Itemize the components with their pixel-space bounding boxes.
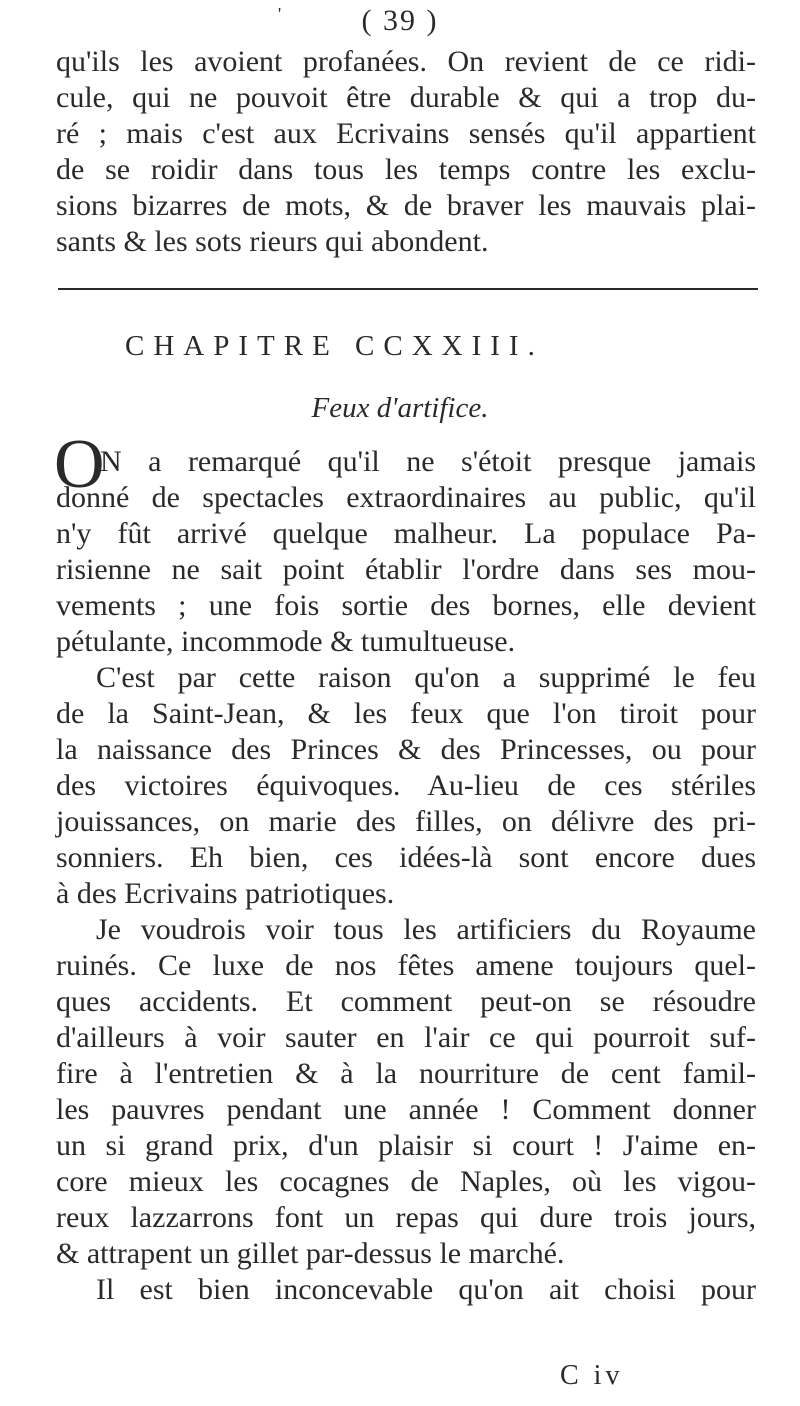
intro-line: qu'ils les avoient profanées. On revient de ce ridi- — [56, 45, 756, 78]
chapter-title: CHAPITRE CCXXIII. — [125, 330, 544, 362]
paragraph-line: Je voudrois voir tous les artificiers du Royaume — [96, 913, 756, 946]
intro-line: ré ; mais c'est aux Ecrivains sensés qu'il appartient — [56, 117, 756, 150]
paragraph-line: reux lazzarrons font un repas qui dure trois jours, — [56, 1201, 756, 1234]
header-mark: ' — [278, 4, 284, 24]
paragraph-line: à des Ecrivains patriotiques. — [56, 877, 395, 910]
paragraph-line: les pauvres pendant une année ! Comment donner — [56, 1093, 756, 1126]
paragraph-line: sonniers. Eh bien, ces idées-là sont encore dues — [56, 841, 756, 874]
paragraph-line: C'est par cette raison qu'on a supprimé le feu — [96, 661, 756, 694]
paragraph-line: N a remarqué qu'il ne s'étoit presque jamais — [100, 445, 756, 478]
section-divider — [58, 288, 758, 290]
paragraph-line: d'ailleurs à voir sauter en l'air ce qui pourroit suf- — [56, 1021, 756, 1054]
paragraph-line: core mieux les cocagnes de Naples, où les vigou- — [56, 1165, 756, 1198]
paragraph-line: risienne ne sait point établir l'ordre dans ses mou- — [56, 553, 756, 586]
paragraph-line: fire à l'entretien & à la nourriture de cent famil- — [56, 1057, 756, 1090]
paragraph-line: n'y fût arrivé quelque malheur. La populace Pa- — [56, 517, 756, 550]
drop-cap: O — [54, 426, 105, 503]
paragraph-line: de la Saint-Jean, & les feux que l'on tiroit pour — [56, 697, 756, 730]
paragraph-line: jouissances, on marie des filles, on délivre des pri- — [56, 805, 756, 838]
intro-line: sants & les sots rieurs qui abondent. — [56, 225, 489, 258]
signature-mark: C iv — [560, 1360, 624, 1391]
intro-line: sions bizarres de mots, & de braver les mauvais plai- — [56, 189, 756, 222]
paragraph-line: vements ; une fois sortie des bornes, elle devient — [56, 589, 756, 622]
paragraph-line: ruinés. Ce luxe de nos fêtes amene toujours quel- — [56, 949, 756, 982]
chapter-subtitle: Feux d'artifice. — [311, 392, 489, 424]
page-header — [0, 4, 800, 38]
paragraph-line: & attrapent un gillet par-dessus le marché. — [56, 1237, 565, 1270]
paragraph-line: pétulante, incommode & tumultueuse. — [56, 625, 516, 658]
paragraph-line: ques accidents. Et comment peut-on se résoudre — [56, 985, 756, 1018]
paragraph-line: donné de spectacles extraordinaires au public, qu'il — [56, 481, 756, 514]
paragraph-line: la naissance des Princes & des Princesses, ou pour — [56, 733, 756, 766]
paragraph-line: des victoires équivoques. Au-lieu de ces stériles — [56, 769, 756, 802]
intro-line: de se roidir dans tous les temps contre les exclu- — [56, 153, 756, 186]
page-number: ( 39 ) — [361, 4, 439, 37]
paragraph-line: Il est bien inconcevable qu'on ait choisi pour — [96, 1273, 756, 1306]
paragraph-line: un si grand prix, d'un plaisir si court ! J'aime en- — [56, 1129, 756, 1162]
intro-line: cule, qui ne pouvoit être durable & qui a trop du- — [56, 81, 756, 114]
